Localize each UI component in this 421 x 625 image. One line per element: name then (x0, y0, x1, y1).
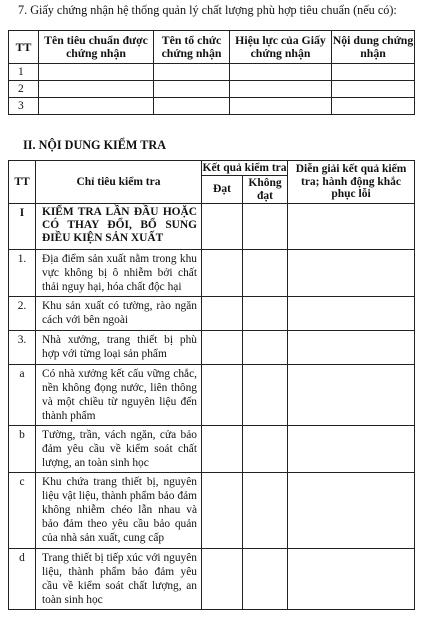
row-number: b (9, 426, 36, 473)
header-standard-name: Tên tiêu chuẩn được chứng nhận (39, 31, 154, 64)
cell-explanation[interactable] (288, 331, 415, 365)
row-number: 1 (9, 64, 39, 81)
row-number: c (9, 473, 36, 549)
header-tt: TT (9, 161, 36, 204)
table-row (9, 297, 415, 331)
cell-organization[interactable] (154, 64, 230, 81)
row-number: 2. (9, 297, 36, 331)
cell-explanation[interactable] (288, 204, 415, 250)
cell-fail[interactable] (243, 250, 288, 297)
table-row (9, 365, 415, 426)
cell-pass[interactable] (202, 365, 243, 426)
cell-pass[interactable] (202, 250, 243, 297)
cell-fail[interactable] (243, 331, 288, 365)
criteria-text: KIỂM TRA LẦN ĐẦU HOẶC CÓ THAY ĐỔI, BỔ SUNG ĐIỀU KIỆN SẢN XUẤT (36, 204, 202, 250)
cell-explanation[interactable] (288, 297, 415, 331)
inspection-table-header (9, 161, 415, 176)
row-number: 3. (9, 331, 36, 365)
cell-pass[interactable] (202, 473, 243, 549)
row-number: 1. (9, 250, 36, 297)
section-7-heading: 7. Giấy chứng nhận hệ thống quản lý chất lượng phù hợp tiêu chuẩn (nếu có): (18, 3, 397, 17)
cell-content[interactable] (332, 81, 415, 98)
cell-standard-name[interactable] (39, 64, 154, 81)
cell-fail[interactable] (243, 297, 288, 331)
criteria-text: Khu sản xuất có tường, rào ngăn cách với bên ngoài (36, 297, 202, 331)
header-result: Kết quả kiểm tra (202, 161, 287, 174)
criteria-text: Địa điểm sản xuất nằm trong khu vực không bị ô nhiễm bởi chất thải nguy hại, hóa chất độc hại (36, 250, 202, 297)
inspection-table (8, 160, 415, 610)
cell-pass[interactable] (202, 331, 243, 365)
cell-fail[interactable] (243, 549, 288, 610)
header-fail: Không đạt (243, 176, 288, 204)
cell-explanation[interactable] (288, 426, 415, 473)
cell-explanation[interactable] (288, 365, 415, 426)
table-row (9, 549, 415, 610)
table-row (9, 331, 415, 365)
row-number: I (9, 204, 36, 250)
cell-content[interactable] (332, 64, 415, 81)
row-number: a (9, 365, 36, 426)
header-validity: Hiệu lực của Giấy chứng nhận (230, 31, 332, 64)
header-criteria: Chỉ tiêu kiểm tra (36, 161, 202, 204)
cell-organization[interactable] (154, 81, 230, 98)
row-number: 3 (9, 98, 39, 115)
cell-content[interactable] (332, 98, 415, 115)
criteria-text: Nhà xưởng, trang thiết bị phù hợp với từng loại sản phẩm (36, 331, 202, 365)
cell-standard-name[interactable] (39, 81, 154, 98)
cell-explanation[interactable] (288, 549, 415, 610)
cell-organization[interactable] (154, 98, 230, 115)
cell-fail[interactable] (243, 473, 288, 549)
table-row (9, 81, 415, 98)
table-row (9, 98, 415, 115)
criteria-text: Trang thiết bị tiếp xúc với nguyên liệu, thành phẩm bảo đảm yêu cầu về kiểm soát chất lượng, an toàn sinh học (36, 549, 202, 610)
section-2-heading: II. NỘI DUNG KIỂM TRA (23, 138, 166, 152)
cell-fail[interactable] (243, 204, 288, 250)
header-explanation: Diễn giải kết quả kiểm tra; hành động khắc phục lỗi (288, 161, 415, 204)
table-row (9, 473, 415, 549)
table-row (9, 204, 415, 250)
cell-standard-name[interactable] (39, 98, 154, 115)
certificate-table-header (9, 31, 415, 64)
criteria-text: Tường, trần, vách ngăn, cửa bảo đảm yêu cầu về kiểm soát chất lượng, an toàn sinh học (36, 426, 202, 473)
cell-validity[interactable] (230, 98, 332, 115)
cell-fail[interactable] (243, 426, 288, 473)
cell-validity[interactable] (230, 64, 332, 81)
cell-pass[interactable] (202, 549, 243, 610)
table-row (9, 64, 415, 81)
header-pass: Đạt (202, 176, 243, 204)
criteria-text: Có nhà xưởng kết cấu vững chắc, nền không đọng nước, liên thông và một chiều từ nguyên liệu đến thành phẩm (36, 365, 202, 426)
row-number: d (9, 549, 36, 610)
table-row (9, 426, 415, 473)
cell-validity[interactable] (230, 81, 332, 98)
cell-pass[interactable] (202, 204, 243, 250)
certificate-table (8, 30, 415, 115)
cell-pass[interactable] (202, 426, 243, 473)
header-content: Nội dung chứng nhận (332, 31, 415, 64)
cell-explanation[interactable] (288, 473, 415, 549)
row-number: 2 (9, 81, 39, 98)
header-tt: TT (9, 31, 39, 64)
criteria-text: Khu chứa trang thiết bị, nguyên liệu vật liệu, thành phẩm bảo đảm không nhiễm chéo lẫn nhau và bảo đảm theo yêu cầu bảo quản của nhà sản xuất, cung cấp (36, 473, 202, 549)
table-row (9, 250, 415, 297)
header-organization: Tên tổ chức chứng nhận (154, 31, 230, 64)
cell-explanation[interactable] (288, 250, 415, 297)
cell-fail[interactable] (243, 365, 288, 426)
cell-pass[interactable] (202, 297, 243, 331)
